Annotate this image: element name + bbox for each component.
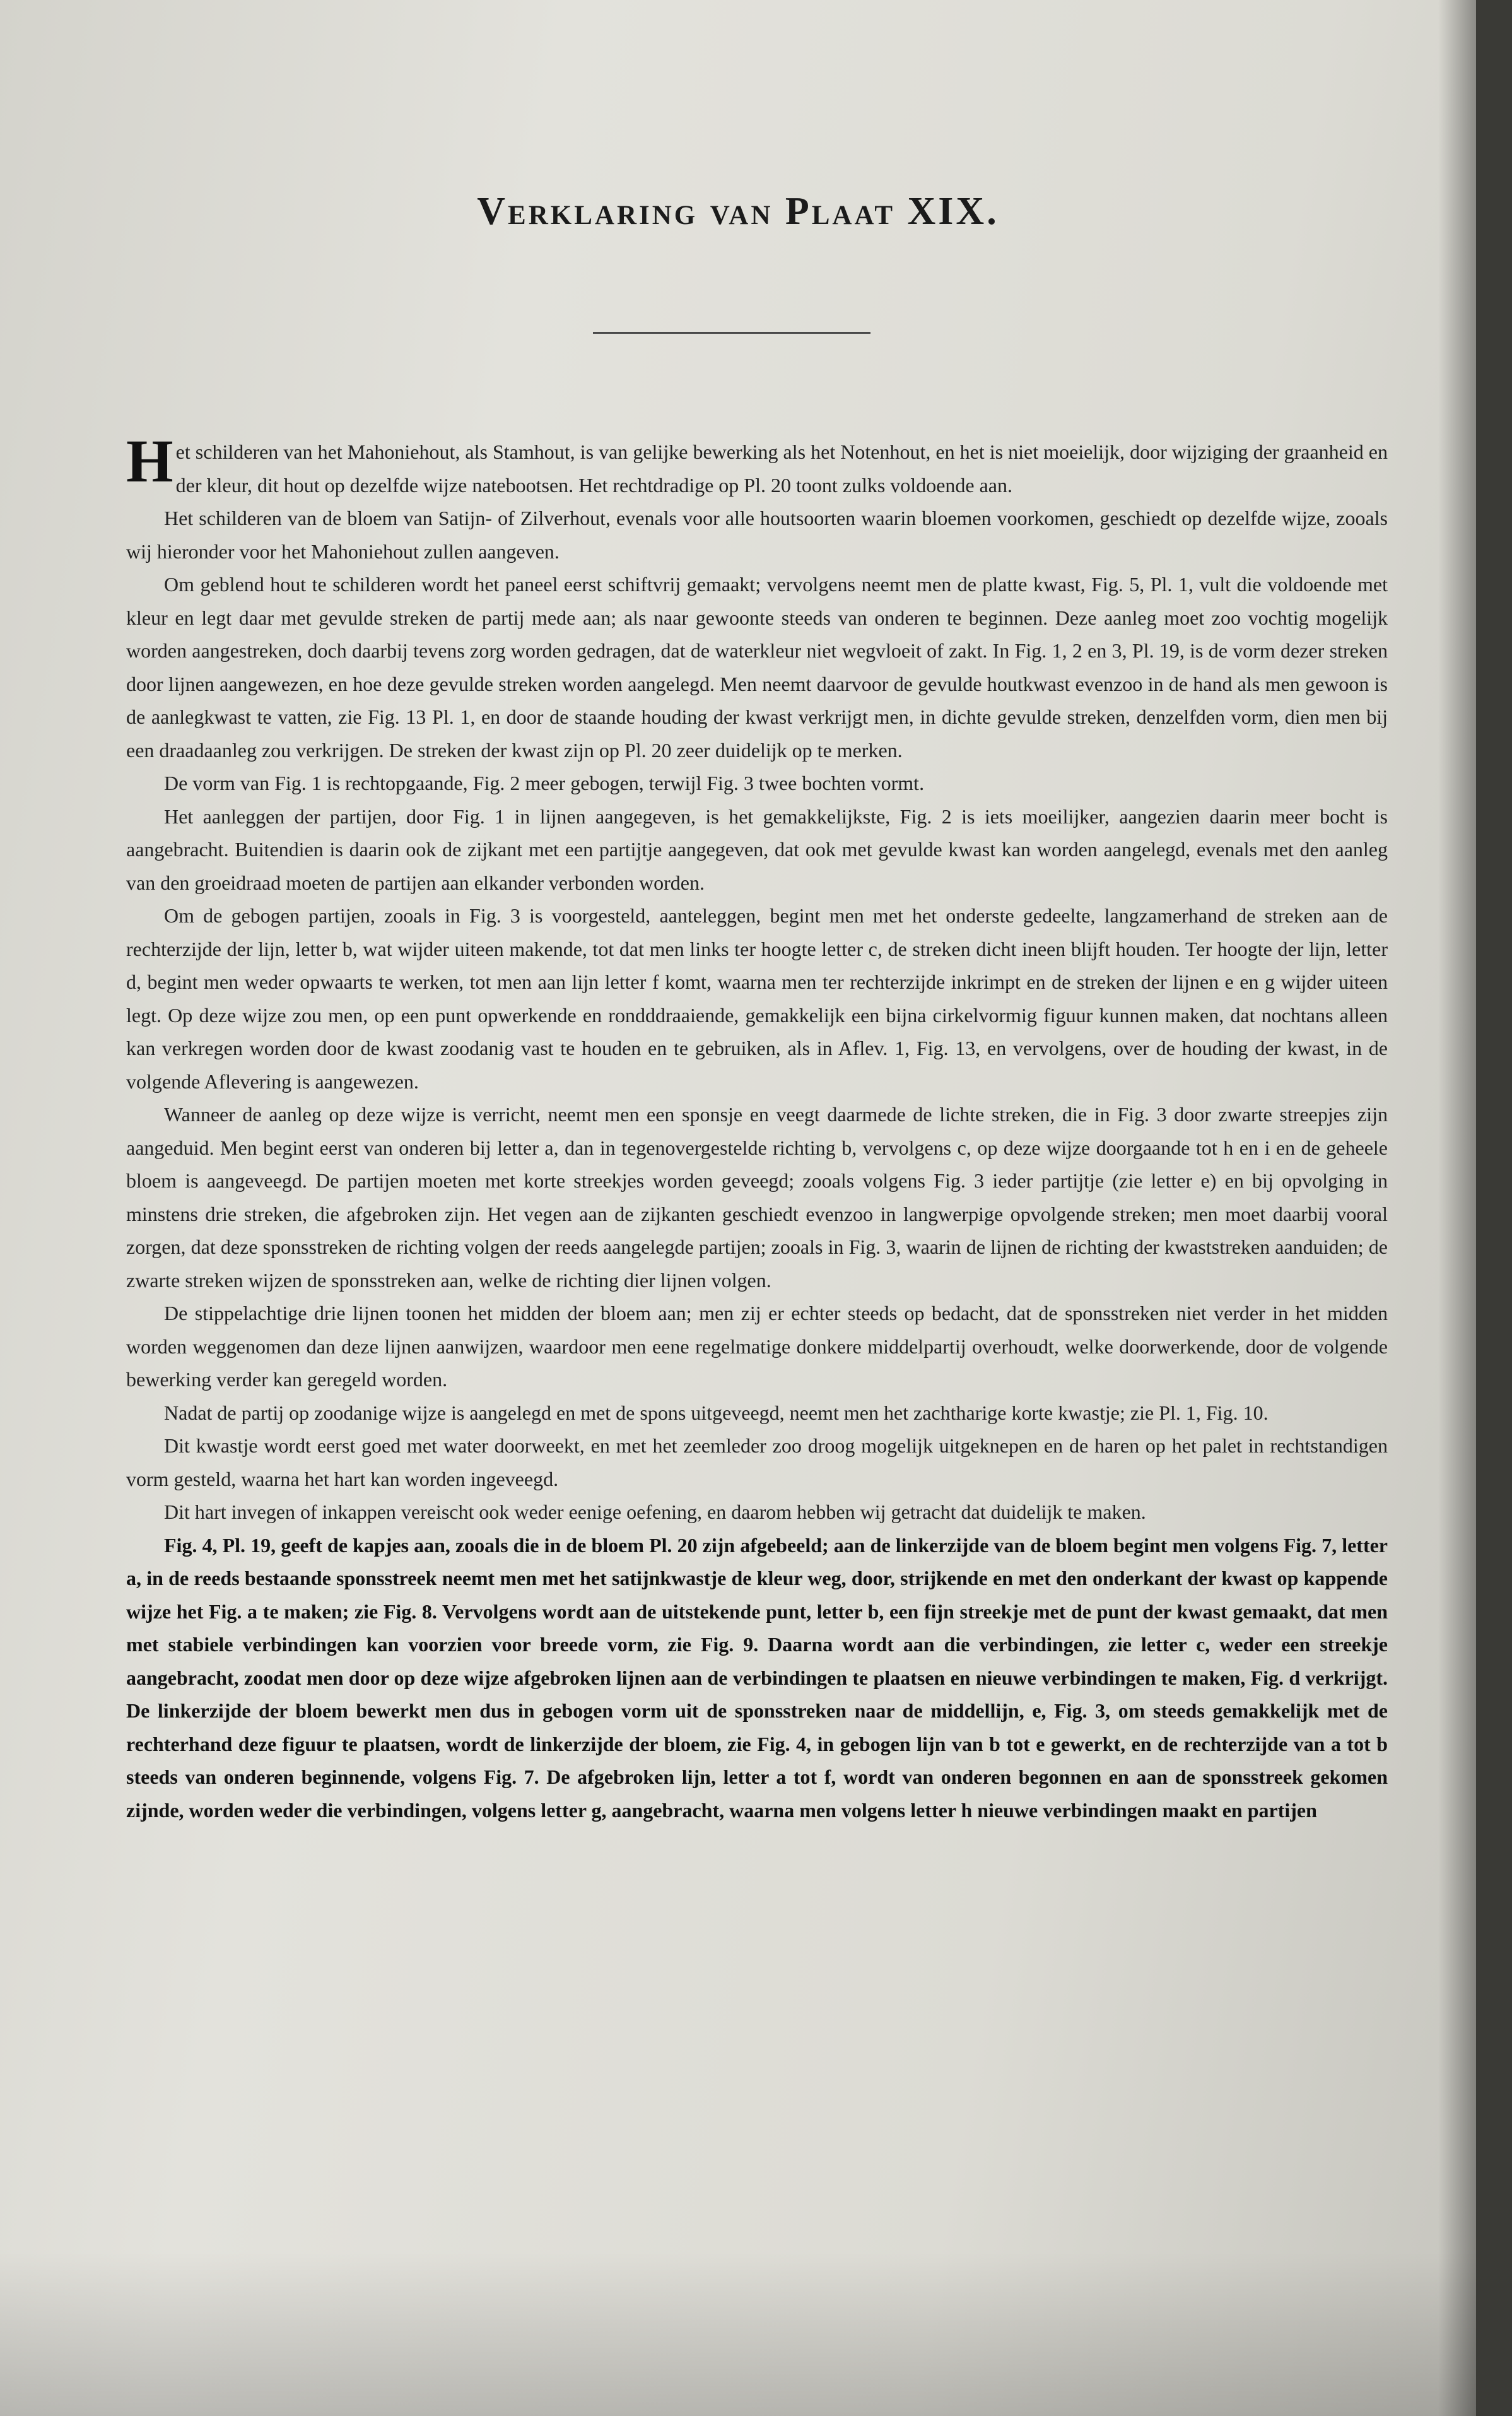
paragraph-6: Om de gebogen partijen, zooals in Fig. 3 is voorgesteld, aanteleggen, begint men met het onderste gedeelte, langzamerhand de streken aan de rechterzijde der lijn, letter b, wat wijder uiteen makende, tot dat men links ter hoogte letter c, de streken dicht ineen blijft houden. Ter hoogte der lijn, letter d, begint men weder opwaarts te werken, tot men aan lijn letter f komt, waarna men ter rechterzijde inkrimpt en de streken der lijnen e en g wijder uiteen legt. Op deze wijze zou men, op een punt opwerkende en rondddraaiende, gemakkelijk een bijna cirkelvormig figuur kunnen maken, dat nochtans alleen kan verkregen worden door de kwast zoodanig vast te houden en te gebruiken, als in Aflev. 1, Fig. 13, en vervolgens, over de houding der kwast, in de volgende Aflevering is aangewezen. — [126, 904, 1388, 1093]
paragraph-9: Nadat de partij op zoodanige wijze is aangelegd en met de spons uitgeveegd, neemt men het zachtharige korte kwastje; zie Pl. 1, Fig. 10. — [164, 1401, 1269, 1424]
paragraph-4: De vorm van Fig. 1 is rechtopgaande, Fig. 2 meer gebogen, terwijl Fig. 3 twee bochten vormt. — [164, 772, 925, 794]
drop-cap: H — [126, 427, 173, 495]
paragraph-5: Het aanleggen der partijen, door Fig. 1 in lijnen aangegeven, is het gemakkelijkste, Fig. 2 is iets moeilijker, aangezien daarin meer bocht is aangebracht. Buitendien is daarin ook de zijkant met een partijtje aangegeven, dat ook met gevulde kwast kan worden aangelegd, evenals met den aanleg van den groeidraad moeten de partijen aan elkander verbonden worden. — [126, 804, 1388, 894]
page-bottom-shadow — [0, 2252, 1476, 2416]
paragraph-10: Dit kwastje wordt eerst goed met water doorweekt, en met het zeemleder zoo droog mogelijk uitgeknepen en de haren op het palet in rechtstandigen vorm gesteld, waarna het hart kan worden ingeveegd. — [126, 1434, 1388, 1490]
paragraph-3: Om geblend hout te schilderen wordt het paneel eerst schiftvrij gemaakt; vervolgens neemt men de platte kwast, Fig. 5, Pl. 1, vult die voldoende met kleur en legt daar met gevulde streken de partij mede aan; als naar gewoonte steeds van onderen te beginnen. Deze aanleg moet zoo vochtig mogelijk worden aangestreken, doch daarbij tevens zorg worden gedragen, dat de waterkleur niet wegvloeit of zakt. In Fig. 1, 2 en 3, Pl. 19, is de vorm dezer streken door lijnen aangewezen, en hoe deze gevulde streken worden aangelegd. Men neemt daarvoor de gevulde houtkwast evenzoo in de hand als men gewoon is de aanlegkwast te vatten, zie Fig. 13 Pl. 1, en door de staande houding der kwast verkrijgt men, in dichte gevulde streken, denzelfden vorm, dien men bij een draadaanleg zou verkrijgen. De streken der kwast zijn op Pl. 20 zeer duidelijk op te merken. — [126, 573, 1388, 762]
paragraph-7: Wanneer de aanleg op deze wijze is verricht, neemt men een sponsje en veegt daarmede de lichte streken, die in Fig. 3 door zwarte streepjes zijn aangeduid. Men begint eerst van onderen bij letter a, dan in tegenovergestelde richting b, vervolgens c, op deze wijze doorgaande tot h en i en de geheele bloem is aangeveegd. De partijen moeten met korte streekjes worden geveegd; zooals volgens Fig. 3 ieder partijtje (zie letter e) en bij opvolging in minstens drie streken, die afgebroken zijn. Het vegen aan de zijkanten geschiedt evenzoo in langwerpige opvolgende streken; men moet daarbij vooral zorgen, dat deze sponsstreken de richting volgen der reeds aangelegde partijen; zooals in Fig. 3, waarin de lijnen de richting der kwaststreken aanduiden; de zwarte streken wijzen de sponsstreken aan, welke de richting dier lijnen volgen. — [126, 1103, 1388, 1292]
paragraph-1 — [126, 427, 1388, 502]
body-text — [126, 427, 1388, 1827]
paragraph-8: De stippelachtige drie lijnen toonen het midden der bloem aan; men zij er echter steeds op bedacht, dat de sponsstreken niet verder in het midden worden weggenomen dan deze lijnen aanwijzen, waardoor men eene regelmatige donkere middelpartij overhoudt, welke doorwerkende, door de volgende bewerking verder kan geregeld worden. — [126, 1302, 1388, 1391]
paragraph-2: Het schilderen van de bloem van Satijn- of Zilverhout, evenals voor alle houtsoorten waarin bloemen voorkomen, geschiedt op dezelfde wijze, zooals wij hieronder voor het Mahoniehout zullen aangeven. — [126, 507, 1388, 563]
title-divider — [593, 332, 870, 334]
page-title: Verklaring van Plaat XIX. — [477, 190, 999, 233]
paragraph-12: Fig. 4, Pl. 19, geeft de kapjes aan, zooals die in de bloem Pl. 20 zijn afgebeeld; aan de linkerzijde van de bloem begint men volgens Fig. 7, letter a, in de reeds bestaande sponsstreek neemt men met het satijnkwastje de kleur weg, door, strijkende en met den onderkant der kwast op kappende wijze het Fig. a te maken; zie Fig. 8. Vervolgens wordt aan de uitstekende punt, letter b, een fijn streekje met de punt der kwast gemaakt, dat men met stabiele verbindingen kan voorzien voor breede vorm, zie Fig. 9. Daarna wordt aan die verbindingen, zie letter c, weder een streekje aangebracht, zoodat men door op deze wijze afgebroken lijnen aan de verbindingen te plaatsen en nieuwe verbindingen te maken, Fig. d verkrijgt. De linkerzijde der bloem bewerkt men dus in gebogen vorm uit de sponsstreken naar de middellijn, e, Fig. 3, om steeds gemakkelijk met de rechterhand deze figuur te plaatsen, wordt de linkerzijde der bloem, zie Fig. 4, in gebogen lijn van b tot e gewerkt, en de rechterzijde van a tot b steeds van onderen beginnende, volgens Fig. 7. De afgebroken lijn, letter a tot f, wordt van onderen begonnen en aan de sponsstreek gekomen zijnde, worden weder die verbindingen, volgens letter g, aangebracht, waarna men volgens letter h nieuwe verbindingen maakt en partijen — [126, 1533, 1388, 1822]
paragraph-text: et schilderen van het Mahoniehout, als Stamhout, is van gelijke bewerking als het Notenhout, en het is niet moeielijk, door wijziging der graanheid en der kleur, dit hout op dezelfde wijze natebootsen. Het rechtdradige op Pl. 20 toont zulks voldoende aan. — [175, 440, 1388, 497]
page-edge-shadow — [1438, 0, 1476, 2416]
paragraph-11: Dit hart invegen of inkappen vereischt ook weder eenige oefening, en daarom hebben wij getracht dat duidelijk te maken. — [164, 1500, 1146, 1523]
